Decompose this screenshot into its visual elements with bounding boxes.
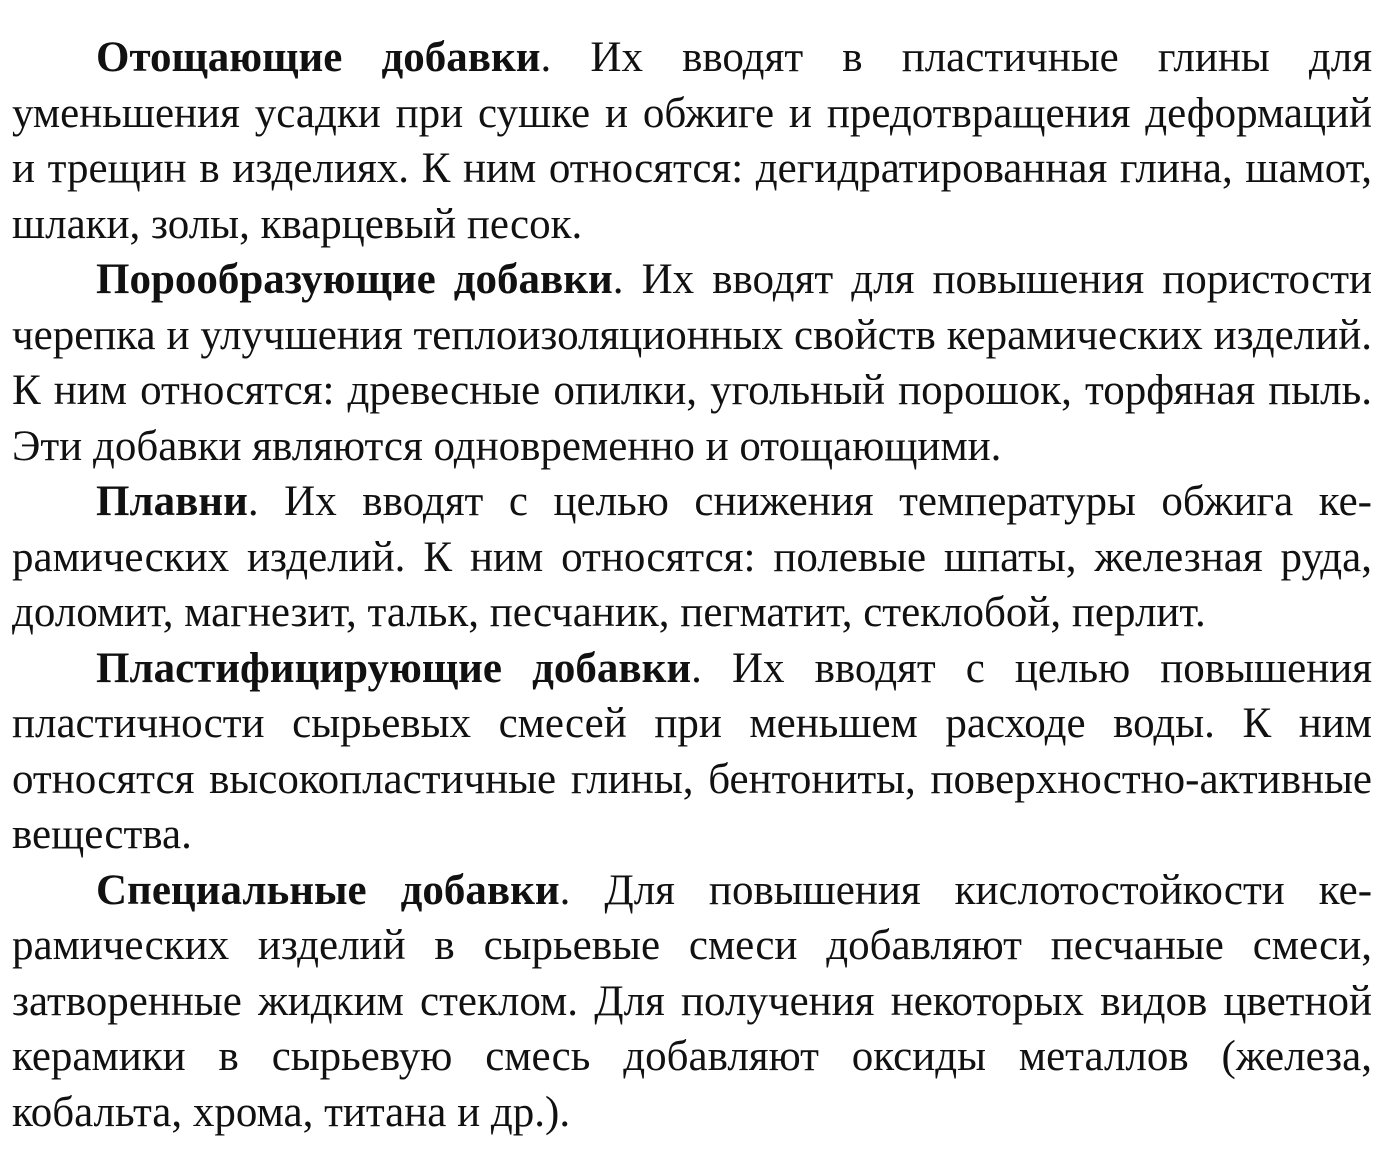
term-heading: Отощающие добавки xyxy=(96,34,541,81)
paragraph-text: . Их вводят с целью повышения пластичности сырьевых смесей при меньшем расходе воды. К ним относятся высокопластичные глины, бентониты, поверхностно-активные вещества. xyxy=(12,644,1372,858)
paragraph-text: . Их вводят для повышения пористости черепка и улучшения теплоизоляционных свойств керамических изделий. К ним относятся: древесные опилки, угольный порошок, торфяная пыль. Эти добавки являются одновременно и отощающими. xyxy=(12,256,1373,470)
paragraph-plasticizing-additives xyxy=(12,641,1372,863)
paragraph-text: . Их вводят с целью снижения температуры обжига керамических изделий. К ним относятся: полевые шпаты, железная руда, доломит, магнезит, тальк, песчаник, пегматит, стеклобой, перлит. xyxy=(12,478,1372,636)
term-heading: Порообразующие добавки xyxy=(96,256,613,303)
paragraph-pore-forming-additives xyxy=(12,252,1372,474)
term-heading: Специальные добавки xyxy=(96,866,560,914)
paragraph-special-additives xyxy=(12,863,1372,1141)
paragraph-thinning-additives xyxy=(12,30,1372,252)
document-page xyxy=(12,30,1372,1140)
paragraph-text: . Для повышения кислотостойкости керамических изделий в сырьевые смеси добавляют песчаные смеси, затворенные жидким стеклом. Для получения некоторых видов цветной керамики в сырьевую смесь добавляют оксиды металлов (железа, кобальта, хрома, титана и др.). xyxy=(12,866,1373,1136)
paragraph-fluxes xyxy=(12,474,1372,641)
term-heading: Пластифицирующие добавки xyxy=(96,644,692,692)
paragraph-text: . Их вводят в пластичные глины для уменьшения усадки при сушке и обжиге и предотвращения деформаций и трещин в изделиях. К ним относятся: дегидратированная глина, шамот, шлаки, золы, кварцевый песок. xyxy=(12,34,1372,248)
term-heading: Плавни xyxy=(96,478,248,525)
